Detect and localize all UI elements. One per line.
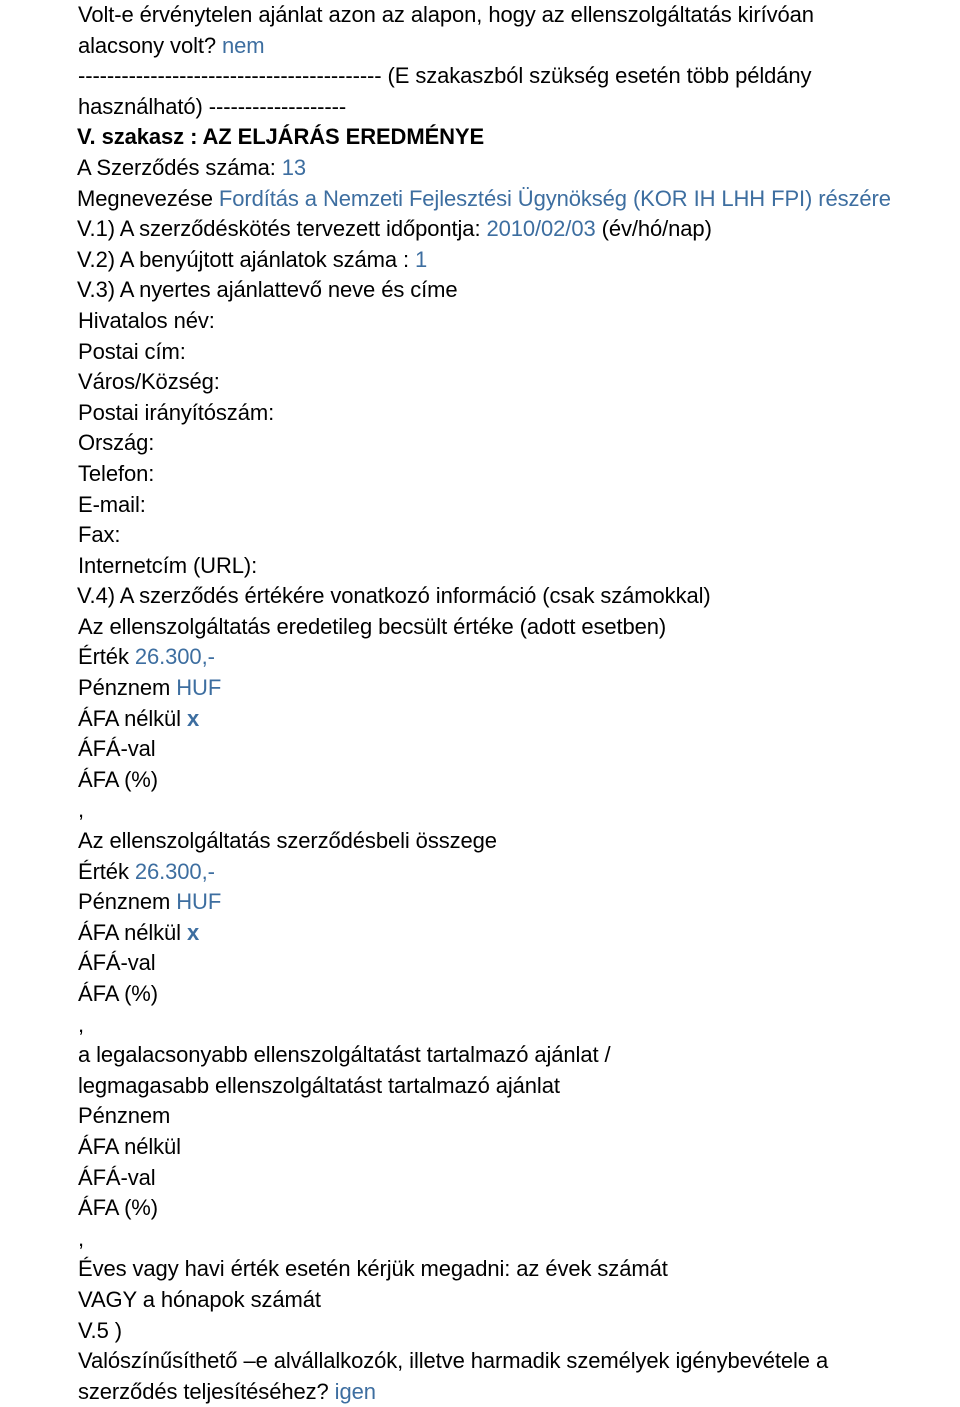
checked-mark: x xyxy=(186,705,200,731)
field-fax: Fax: xyxy=(78,522,121,548)
field-phone: Telefon: xyxy=(78,460,155,486)
estimated-vat-pct: ÁFA (%) xyxy=(78,766,158,792)
v5-label: V.5 ) xyxy=(78,1317,122,1343)
separator-line1: ------------------------------------------ (E szakaszból szükség esetén több példány xyxy=(78,63,812,89)
contract-number: A Szerződés száma: 13 xyxy=(77,154,307,180)
estimated-vat-incl: ÁFÁ-val xyxy=(78,736,156,762)
range-title-line2: legmagasabb ellenszolgáltatást tartalmazó ajánlat xyxy=(78,1072,560,1098)
separator-line2: használható) ------------------- xyxy=(78,93,347,119)
range-currency: Pénznem xyxy=(78,1103,171,1129)
v3-winner-heading: V.3) A nyertes ajánlattevő neve és címe xyxy=(77,277,458,303)
contract-vat-pct: ÁFA (%) xyxy=(78,981,158,1006)
contract-title: Az ellenszolgáltatás szerződésbeli összege xyxy=(78,828,497,854)
contract-name: Megnevezése Fordítás a Nemzeti Fejlesztési Ügynökség (KOR IH LHH FPI) részére xyxy=(77,185,891,211)
range-title-line1: a legalacsonyabb ellenszolgáltatást tartalmazó ajánlat / xyxy=(78,1042,611,1068)
field-url: Internetcím (URL): xyxy=(78,552,258,578)
contract-vat-pct-value: , xyxy=(78,1011,85,1037)
estimated-value: Érték 26.300,- xyxy=(78,644,215,670)
field-city: Város/Község: xyxy=(78,369,220,395)
v5-question-line1: Valószínűsíthető –e alvállalkozók, illetve harmadik személyek igénybevétele a xyxy=(78,1348,829,1374)
annual-line2: VAGY a hónapok számát xyxy=(78,1286,321,1312)
range-vat-pct: ÁFA (%) xyxy=(78,1195,158,1221)
intro-answer: nem xyxy=(222,32,265,58)
contract-value: Érték 26.300,- xyxy=(78,858,215,884)
estimated-vat-excl: ÁFA nélkül x xyxy=(78,705,200,731)
v5-question-line2: szerződés teljesítéséhez? igen xyxy=(78,1378,376,1404)
field-official-name: Hivatalos név: xyxy=(78,307,215,333)
contract-vat-excl: ÁFA nélkül x xyxy=(78,919,200,945)
range-vat-excl: ÁFA nélkül xyxy=(78,1133,181,1159)
checked-mark: x xyxy=(186,919,200,945)
v5-answer: igen xyxy=(334,1378,376,1404)
intro-question-line2: alacsony volt? nem xyxy=(78,32,265,58)
estimated-currency: Pénznem HUF xyxy=(78,675,222,701)
estimated-vat-pct-value: , xyxy=(78,797,85,823)
field-country: Ország: xyxy=(78,430,155,456)
range-vat-pct-value: , xyxy=(78,1225,85,1251)
section-heading: V. szakasz : AZ ELJÁRÁS EREDMÉNYE xyxy=(77,124,485,150)
annual-line1: Éves vagy havi érték esetén kérjük megadni: az évek számát xyxy=(78,1256,668,1282)
field-email: E-mail: xyxy=(78,491,146,517)
contract-vat-incl: ÁFÁ-val xyxy=(78,950,156,976)
v2-offer-count: V.2) A benyújtott ajánlatok száma : 1 xyxy=(77,246,428,272)
contract-currency: Pénznem HUF xyxy=(78,889,222,915)
v4-heading: V.4) A szerződés értékére vonatkozó információ (csak számokkal) xyxy=(77,583,711,609)
v1-contract-date: V.1) A szerződéskötés tervezett időpontja: 2010/02/03 (év/hó/nap) xyxy=(77,216,712,242)
estimated-title: Az ellenszolgáltatás eredetileg becsült értéke (adott esetben) xyxy=(78,613,667,639)
field-postal-address: Postai cím: xyxy=(78,338,186,364)
intro-question-line1: Volt-e érvénytelen ajánlat azon az alapon, hogy az ellenszolgáltatás kirívóan xyxy=(78,2,814,27)
field-postal-code: Postai irányítószám: xyxy=(78,399,275,425)
range-vat-incl: ÁFÁ-val xyxy=(78,1164,156,1190)
